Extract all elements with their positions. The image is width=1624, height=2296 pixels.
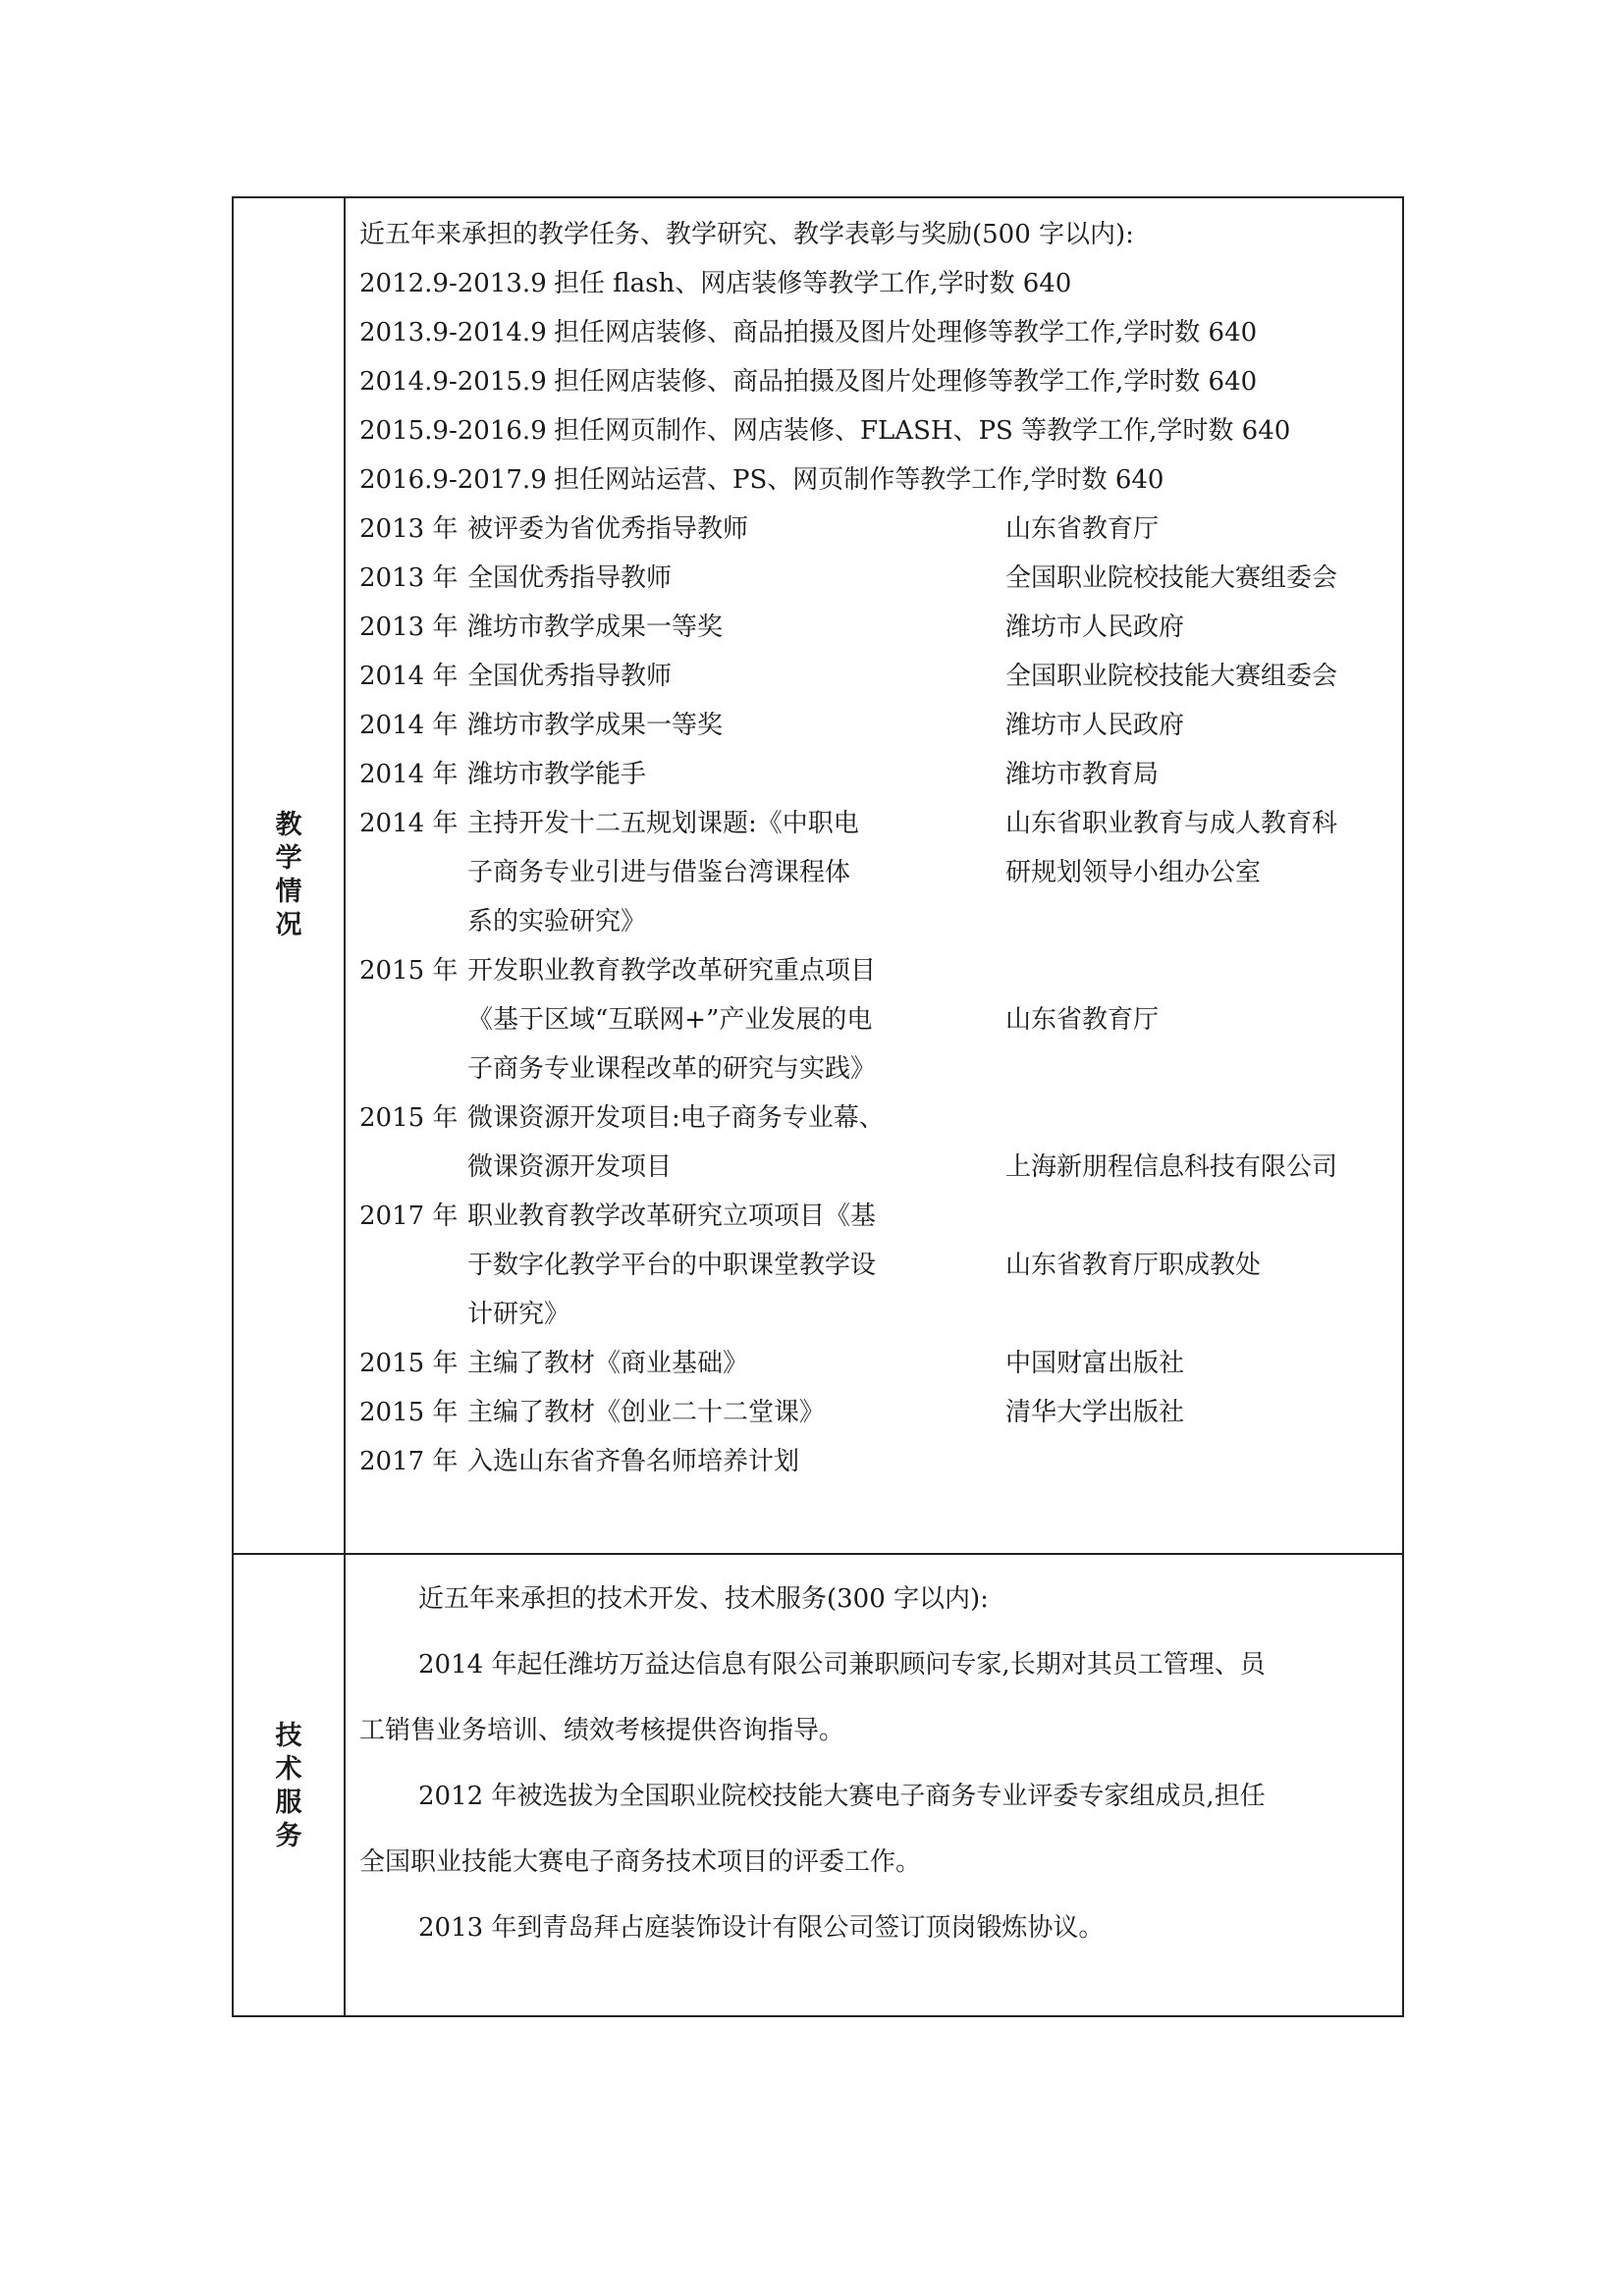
- tech-content: [359, 1567, 1392, 1961]
- award-year: 2013 年: [359, 563, 459, 593]
- award-title: 子商务专业课程改革的研究与实践》: [467, 1054, 877, 1084]
- award-row: [359, 1094, 1392, 1143]
- award-title: 子商务专业引进与借鉴台湾课程体: [467, 858, 851, 887]
- award-title: 主编了教材《创业二十二堂课》: [467, 1398, 826, 1427]
- award-organization: 潍坊市教育局: [1005, 760, 1160, 789]
- award-year: 2015 年: [359, 1349, 459, 1378]
- award-row: [359, 946, 1392, 995]
- award-organization: 全国职业院校技能大赛组委会: [1005, 563, 1338, 593]
- award-year: 2017 年: [359, 1201, 459, 1231]
- award-organization: 山东省教育厅: [1005, 514, 1160, 544]
- award-row: [359, 1339, 1392, 1388]
- award-row: [359, 603, 1392, 652]
- award-row: [359, 1143, 1392, 1192]
- teaching-content: [359, 210, 1392, 1486]
- course-period: 2016.9-2017.9: [359, 465, 547, 495]
- award-year: 2015 年: [359, 1398, 459, 1427]
- course-period: 2014.9-2015.9: [359, 367, 547, 397]
- label-char: 技: [275, 1720, 302, 1751]
- award-year: 2014 年: [359, 662, 459, 691]
- award-title: 《基于区域“互联网+”产业发展的电: [467, 1005, 873, 1035]
- tech-paragraph-2a: 2012 年被选拔为全国职业院校技能大赛电子商务专业评委专家组成员,担任: [418, 1782, 1266, 1811]
- award-year: 2013 年: [359, 613, 459, 642]
- award-title: 职业教育教学改革研究立项项目《基: [467, 1201, 877, 1231]
- teaching-section-label: [234, 198, 344, 1553]
- teaching-heading: 近五年来承担的教学任务、教学研究、教学表彰与奖励(500 字以内):: [359, 220, 1134, 249]
- award-year: 2017 年: [359, 1447, 459, 1476]
- course-description: 担任网页制作、网店装修、FLASH、PS 等教学工作,学时数 640: [554, 416, 1291, 446]
- award-row: [359, 995, 1392, 1044]
- label-char: 务: [275, 1820, 302, 1851]
- award-row: [359, 701, 1392, 750]
- course-list: [359, 259, 1392, 505]
- award-row: [359, 1044, 1392, 1094]
- label-char: 术: [275, 1753, 302, 1785]
- award-organization: 中国财富出版社: [1005, 1349, 1185, 1378]
- award-title: 开发职业教育教学改革研究重点项目: [467, 956, 877, 986]
- label-char: 况: [275, 910, 302, 940]
- award-title: 于数字化教学平台的中职课堂教学设: [467, 1251, 877, 1280]
- award-organization: 清华大学出版社: [1005, 1398, 1185, 1427]
- award-row: [359, 750, 1392, 799]
- award-title: 主编了教材《商业基础》: [467, 1349, 749, 1378]
- tech-paragraph-3: 2013 年到青岛拜占庭装饰设计有限公司签订顶岗锻炼协议。: [418, 1913, 1105, 1943]
- award-organization: 山东省职业教育与成人教育科: [1005, 809, 1338, 838]
- award-title: 入选山东省齐鲁名师培养计划: [467, 1447, 800, 1476]
- column-divider: [344, 198, 346, 2015]
- course-description: 担任网店装修、商品拍摄及图片处理修等教学工作,学时数 640: [554, 318, 1258, 347]
- award-row: [359, 848, 1392, 897]
- award-row: [359, 554, 1392, 603]
- label-char: 情: [275, 877, 302, 907]
- award-row: [359, 1290, 1392, 1339]
- award-list: [359, 505, 1392, 1486]
- award-title: 微课资源开发项目:电子商务专业幕、: [467, 1103, 885, 1133]
- label-char: 服: [275, 1787, 302, 1818]
- tech-section-label: [234, 1553, 344, 2019]
- course-row: [359, 406, 1392, 455]
- award-organization: 潍坊市人民政府: [1005, 613, 1185, 642]
- course-period: 2015.9-2016.9: [359, 416, 547, 446]
- award-year: 2015 年: [359, 1103, 459, 1133]
- course-period: 2012.9-2013.9: [359, 269, 547, 298]
- award-title: 全国优秀指导教师: [467, 563, 673, 593]
- award-row: [359, 799, 1392, 848]
- award-title: 潍坊市教学能手: [467, 760, 647, 789]
- tech-paragraph-1b: 工销售业务培训、绩效考核提供咨询指导。: [359, 1716, 845, 1745]
- award-row: [359, 505, 1392, 554]
- label-char: 学: [275, 843, 302, 874]
- award-row: [359, 1437, 1392, 1486]
- award-organization: 山东省教育厅职成教处: [1005, 1251, 1262, 1280]
- award-organization: 全国职业院校技能大赛组委会: [1005, 662, 1338, 691]
- award-title: 微课资源开发项目: [467, 1152, 673, 1182]
- course-description: 担任网店装修、商品拍摄及图片处理修等教学工作,学时数 640: [554, 367, 1258, 397]
- award-year: 2014 年: [359, 760, 459, 789]
- award-row: [359, 652, 1392, 701]
- award-title: 全国优秀指导教师: [467, 662, 673, 691]
- course-row: [359, 455, 1392, 505]
- award-title: 潍坊市教学成果一等奖: [467, 613, 724, 642]
- course-row: [359, 308, 1392, 357]
- course-period: 2013.9-2014.9: [359, 318, 547, 347]
- award-organization: 上海新朋程信息科技有限公司: [1005, 1152, 1338, 1182]
- award-title: 计研究》: [467, 1300, 570, 1329]
- tech-paragraph-2b: 全国职业技能大赛电子商务技术项目的评委工作。: [359, 1847, 922, 1877]
- award-row: [359, 897, 1392, 946]
- info-table: [232, 196, 1404, 2017]
- course-row: [359, 259, 1392, 308]
- award-year: 2015 年: [359, 956, 459, 986]
- award-year: 2014 年: [359, 711, 459, 740]
- award-row: [359, 1192, 1392, 1241]
- label-char: 教: [275, 810, 302, 840]
- award-organization: 山东省教育厅: [1005, 1005, 1160, 1035]
- award-title: 系的实验研究》: [467, 907, 647, 936]
- award-title: 潍坊市教学成果一等奖: [467, 711, 724, 740]
- award-row: [359, 1241, 1392, 1290]
- row-divider: [234, 1553, 1402, 1555]
- award-organization: 潍坊市人民政府: [1005, 711, 1185, 740]
- award-title: 被评委为省优秀指导教师: [467, 514, 749, 544]
- course-row: [359, 357, 1392, 406]
- award-organization: 研规划领导小组办公室: [1005, 858, 1262, 887]
- tech-heading: 近五年来承担的技术开发、技术服务(300 字以内):: [418, 1584, 989, 1614]
- tech-paragraph-1a: 2014 年起任潍坊万益达信息有限公司兼职顾问专家,长期对其员工管理、员: [418, 1650, 1266, 1680]
- course-description: 担任 flash、网店装修等教学工作,学时数 640: [554, 269, 1072, 298]
- award-year: 2013 年: [359, 514, 459, 544]
- award-year: 2014 年: [359, 809, 459, 838]
- award-title: 主持开发十二五规划课题:《中职电: [467, 809, 859, 838]
- award-row: [359, 1388, 1392, 1437]
- course-description: 担任网站运营、PS、网页制作等教学工作,学时数 640: [554, 465, 1164, 495]
